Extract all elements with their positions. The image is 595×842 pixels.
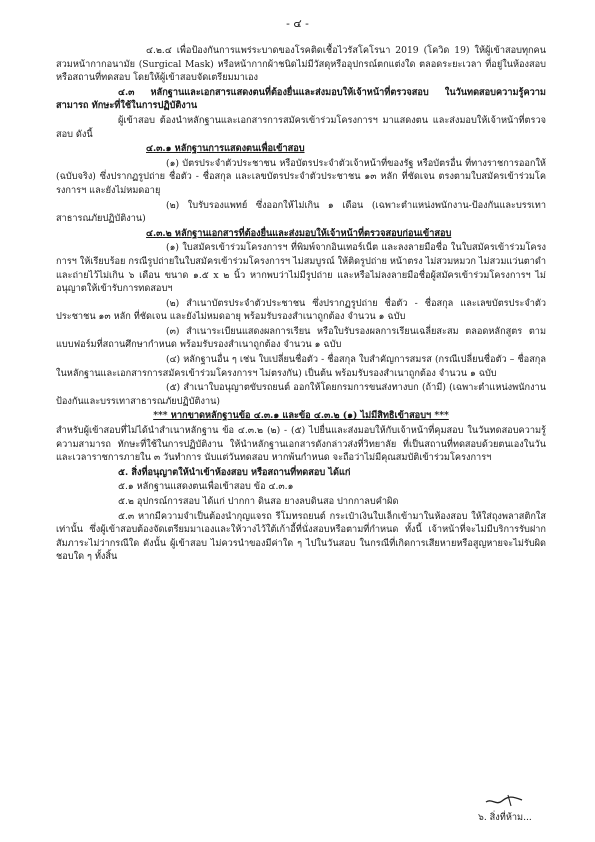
document-body: [56, 44, 546, 565]
heading-4-3-1: ๔.๓.๑ หลักฐานการแสดงตนเพื่อเข้าสอบ: [146, 143, 305, 155]
item-4-3-2-4: (๔) หลักฐานอื่น ๆ เช่น ใบเปลี่ยนชื่อตัว - ชื่อสกุล ใบสำคัญการสมรส (กรณีเปลี่ยนชื่อตัว – ชื่อสกุล ในหลักฐานและเอกสารการสมัครเข้าร่วมโครงการฯ ไม่ตรงกัน) เป็นต้น พร้อมรับรองสำเนาถูกต้อง จำนวน ๑ ฉบับ: [56, 354, 546, 379]
warning-note: *** หากขาดหลักฐานข้อ ๔.๓.๑ และข้อ ๔.๓.๒ (๑) ไม่มีสิทธิเข้าสอบฯ ***: [153, 410, 449, 422]
item-4-3-2-1: (๑) ใบสมัครเข้าร่วมโครงการฯ ที่พิมพ์จากอินเทอร์เน็ต และลงลายมือชื่อ ในใบสมัครเข้าร่วมโครงการฯ ให้เรียบร้อย กรณีรูปถ่ายในใบสมัครเข้าร่วมโครงการฯ ไม่สมบูรณ์ ให้ติดรูปถ่าย หน้าตรง ไม่สวมหมวก ไม่สวมแว่นตาดำ และถ่ายไว้ไม่เกิน ๖ เดือน ขนาด ๑.๕ x ๒ นิ้ว หากพบว่าไม่มีรูปถ่าย และหรือไม่ลงลายมือชื่อผู้สมัครเข้าร่วมโครงการฯ ไม่อนุญาตให้เข้ารับการทดสอบฯ: [56, 242, 547, 295]
item-4-3-1-2: (๒) ใบรับรองแพทย์ ซึ่งออกให้ไม่เกิน ๑ เดือน (เฉพาะตำแหน่งพนักงาน-ป้องกันและบรรเทาสาธารณภัยปฏิบัติงาน): [56, 199, 546, 225]
page-number: - ๔ -: [286, 17, 309, 30]
next-page-hint: ๖. สิ่งที่ห้าม...: [478, 812, 532, 823]
paragraph-4-3-intro: ผู้เข้าสอบ ต้องนำหลักฐานและเอกสารการสมัครเข้าร่วมโครงการฯ มาแสดงตน และส่งมอบให้เจ้าหน้าที่ตรวจสอบ ดังนี้: [56, 114, 546, 140]
item-4-3-2-3: (๓) สำเนาระเบียนแสดงผลการเรียน หรือใบรับรองผลการเรียนเฉลี่ยสะสม ตลอดหลักสูตร ตามแบบฟอร์มที่สถานศึกษากำหนด พร้อมรับรองสำเนาถูกต้อง จำนวน ๑ ฉบับ: [56, 325, 546, 351]
item-5-3: ๕.๓ หากมีความจำเป็นต้องนำกุญแจรถ รีโมทรถยนต์ กระเป๋าเงินใบเล็กเข้ามาในห้องสอบ ให้ใส่ถุงพลาสติกใสเท่านั้น ซึ่งผู้เข้าสอบต้องจัดเตรียมมาเองและให้วางไว้ใต้เก้าอี้ที่นั่งสอบหรือตามที่กำหนด ทั้งนี้ เจ้าหน้าที่จะไม่มีบริการรับฝากสัมภาระไม่ว่ากรณีใด ดังนั้น ผู้เข้าสอบ ไม่ควรนำของมีค่าใด ๆ ไปในวันสอบ ในกรณีที่เกิดการเสียหายหรือสูญหายจะไม่รับผิดชอบใด ๆ ทั้งสิ้น: [56, 510, 546, 563]
paragraph-4-2-4: ๔.๒.๔ เพื่อป้องกันการแพร่ระบาดของโรคติดเชื้อไวรัสโคโรนา 2019 (โควิด 19) ให้ผู้เข้าสอบทุกคนสวมหน้ากากอนามัย (Surgical Mask) หรือหน้ากากผ้าชนิดไม่มีวัสดุหรืออุปกรณ์ตกแต่งใด ตลอดระยะเวลา ที่อยู่ในห้องสอบหรือสถานที่ทดสอบ โดยให้ผู้เข้าสอบจัดเตรียมมาเอง: [56, 45, 546, 84]
paragraph-missing-docs: สำหรับผู้เข้าสอบที่ไม่ได้นำสำเนาหลักฐาน ข้อ ๔.๓.๒ (๒) - (๕) ไปยื่นและส่งมอบให้กับเจ้าหน้าที่คุมสอบ ในวันทดสอบความรู้ความสามารถ ทักษะที่ใช้ในการปฏิบัติงาน ให้นำหลักฐานเอกสารดังกล่าวส่งที่วิทยาลัย ที่เป็นสถานที่ทดสอบด้วยตนเองในวันและเวลาราชการภายใน ๓ วันทำการ นับแต่วันทดสอบ หากพ้นกำหนด จะถือว่าไม่มีคุณสมบัติเข้าร่วมโครงการฯ: [56, 425, 546, 464]
item-4-3-1-1: (๑) บัตรประจำตัวประชาชน หรือบัตรประจำตัวเจ้าหน้าที่ของรัฐ หรือบัตรอื่น ที่ทางราชการออกให้ (ฉบับจริง) ซึ่งปรากฏรูปถ่าย ชื่อตัว - ชื่อสกุล และเลขบัตรประจำตัวประชาชน ๑๓ หลัก ที่ชัดเจน ตรงตามใบสมัครเข้าร่วมโครงการฯ และยังไม่หมดอายุ: [56, 157, 546, 196]
item-4-3-2-5: (๕) สำเนาใบอนุญาตขับรถยนต์ ออกให้โดยกรมการขนส่งทางบก (ถ้ามี) (เฉพาะตำแหน่งพนักงานป้องกันและบรรเทาสาธารณภัยปฏิบัติงาน): [56, 382, 546, 407]
item-5-1: ๕.๑ หลักฐานแสดงตนเพื่อเข้าสอบ ข้อ ๔.๓.๑: [118, 481, 294, 493]
item-5-2: ๕.๒ อุปกรณ์การสอบ ได้แก่ ปากกา ดินสอ ยางลบดินสอ ปากกาลบคำผิด: [118, 496, 399, 507]
heading-4-3-2: ๔.๓.๒ หลักฐานเอกสารที่ต้องยื่นและส่งมอบให้เจ้าหน้าที่ตรวจสอบก่อนเข้าสอบ: [146, 227, 452, 239]
heading-5: ๕. สิ่งที่อนุญาตให้นำเข้าห้องสอบ หรือสถานที่ทดสอบ ได้แก่: [118, 466, 351, 478]
signature-mark: [484, 792, 524, 810]
heading-4-3: ๔.๓ หลักฐานและเอกสารแสดงตนที่ต้องยื่นและส่งมอบให้เจ้าหน้าที่ตรวจสอบ ในวันทดสอบความรู้ความสามารถ ทักษะที่ใช้ในการปฏิบัติงาน: [56, 86, 546, 112]
item-4-3-2-2: (๒) สำเนาบัตรประจำตัวประชาชน ซึ่งปรากฏรูปถ่าย ชื่อตัว - ชื่อสกุล และเลขบัตรประจำตัวประชาชน ๑๓ หลัก ที่ชัดเจน และยังไม่หมดอายุ พร้อมรับรองสำเนาถูกต้อง จำนวน ๑ ฉบับ: [56, 297, 546, 323]
